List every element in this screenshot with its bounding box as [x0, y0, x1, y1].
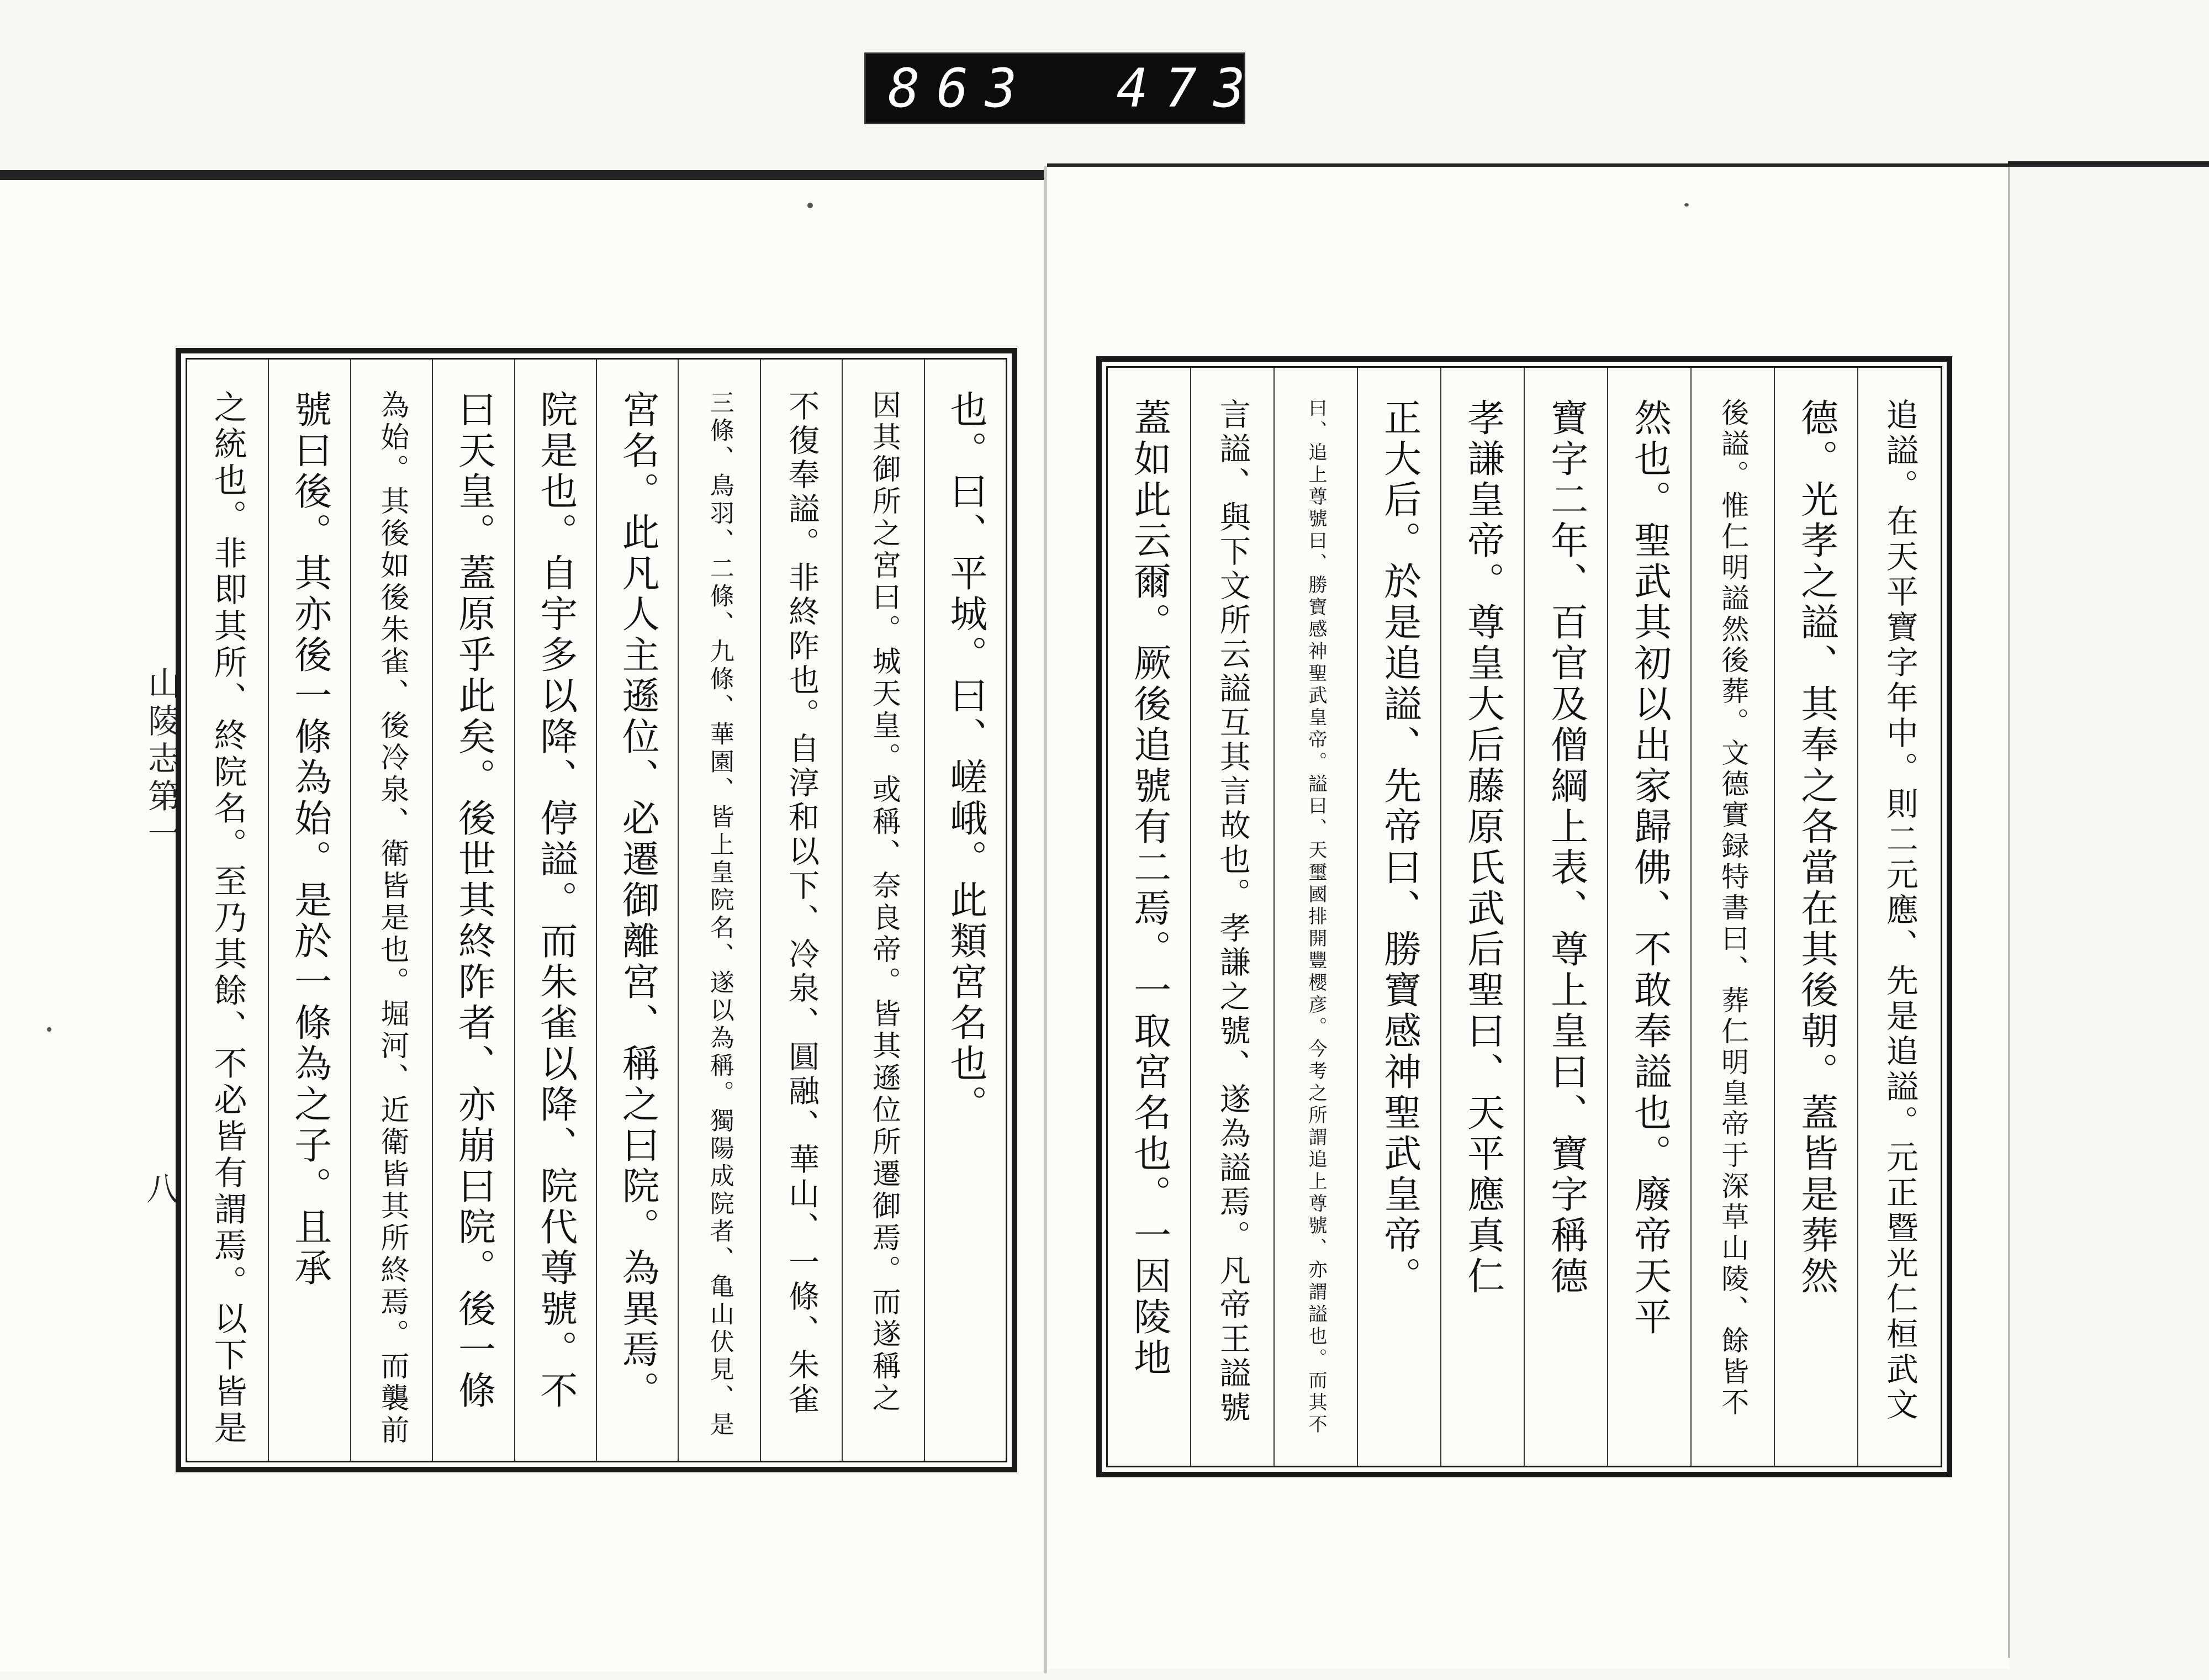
right-columns — [1108, 368, 1941, 1466]
right-page-edge — [2008, 167, 2010, 1658]
left-column-9: 號曰後。其亦後一條為始。是於一條為之子。且承 — [268, 360, 350, 1461]
microfilm-frame-label — [864, 52, 1262, 124]
frame-number: 473 — [1116, 57, 1262, 119]
scan-speck — [47, 1027, 51, 1032]
right-column-7: 正大后。於是追謚、先帝曰、勝寶感神聖武皇帝。 — [1357, 368, 1440, 1466]
right-column-3: 後謚。惟仁明謚然後葬。文德實録特書曰、葬仁明皇帝于深草山陵、餘皆不 — [1690, 368, 1774, 1466]
left-column-1: 也。曰、平城。曰、嵯峨。此類宮名也。 — [924, 360, 1006, 1461]
right-column-4: 然也。聖武其初以出家歸佛、不敢奉謚也。廢帝天平 — [1607, 368, 1690, 1466]
scan-speck — [807, 203, 813, 208]
right-inner-border — [1106, 366, 1942, 1467]
top-scan-edge — [0, 170, 1044, 180]
left-column-5: 宮名。此凡人主遜位、必遷御離宮、稱之曰院。為異焉。 — [596, 360, 678, 1461]
top-scan-edge-far-right — [2008, 161, 2209, 167]
right-column-6: 孝謙皇帝。尊皇大后藤原氏武后聖曰、天平應真仁 — [1440, 368, 1524, 1466]
book-gutter — [1044, 166, 1047, 1673]
margin-title: 山陵志第一 — [142, 666, 181, 854]
left-column-4: 三條、鳥羽、二條、九條、華園、皆上皇院名、遂以為稱。獨陽成院者、亀山伏見、是 — [678, 360, 759, 1461]
left-inner-border — [186, 358, 1007, 1462]
left-columns — [187, 360, 1006, 1461]
reel-number: 863 — [888, 57, 1034, 119]
right-column-5: 寶字二年、百官及僧綱上表、尊上皇曰、寶字稱德 — [1524, 368, 1607, 1466]
right-column-2: 德。光孝之謚、其奉之各當在其後朝。蓋皆是葬然 — [1774, 368, 1857, 1466]
right-column-10: 蓋如此云爾。厥後追號有二焉。一取宮名也。一因陵地 — [1127, 398, 1171, 1379]
left-text-frame — [176, 348, 1017, 1472]
right-column-8: 曰、追上尊號曰、勝寶感神聖武皇帝。謚曰、天璽國排開豐櫻彦。今考之所謂追上尊號、亦謂謚也。而其不 — [1273, 368, 1357, 1466]
left-column-10: 之統也。非即其所、終院名。至乃其餘、不必皆有謂焉。以下皆是 — [208, 390, 247, 1447]
left-column-2: 因其御所之宮曰。城天皇。或稱、奈良帝。皆其遜位所遷御焉。而遂稱之 — [842, 360, 923, 1461]
left-column-6: 院是也。自宇多以降、停謚。而朱雀以降、院代尊號。不 — [514, 360, 596, 1461]
right-text-frame — [1096, 356, 1952, 1477]
scan-speck — [1684, 203, 1689, 207]
left-column-3: 不復奉謚。非終阼也。自淳和以下、冷泉、圓融、華山、一條、朱雀 — [760, 360, 842, 1461]
page-number: 八 — [146, 1170, 179, 1208]
left-column-7: 曰天皇。蓋原乎此矣。後世其終阼者、亦崩曰院。後一條 — [432, 360, 514, 1461]
right-column-1: 追謚。在天平寶字年中。則二元應、先是追謚。元正暨光仁桓武文 — [1857, 368, 1941, 1466]
right-column-9: 言謚、與下文所云謚互其言故也。孝謙之號、遂為謚焉。凡帝王謚號 — [1190, 368, 1273, 1466]
left-column-8: 為始。其後如後朱雀、後冷泉、衛皆是也。堀河、近衛皆其所終焉。而襲前 — [350, 360, 432, 1461]
